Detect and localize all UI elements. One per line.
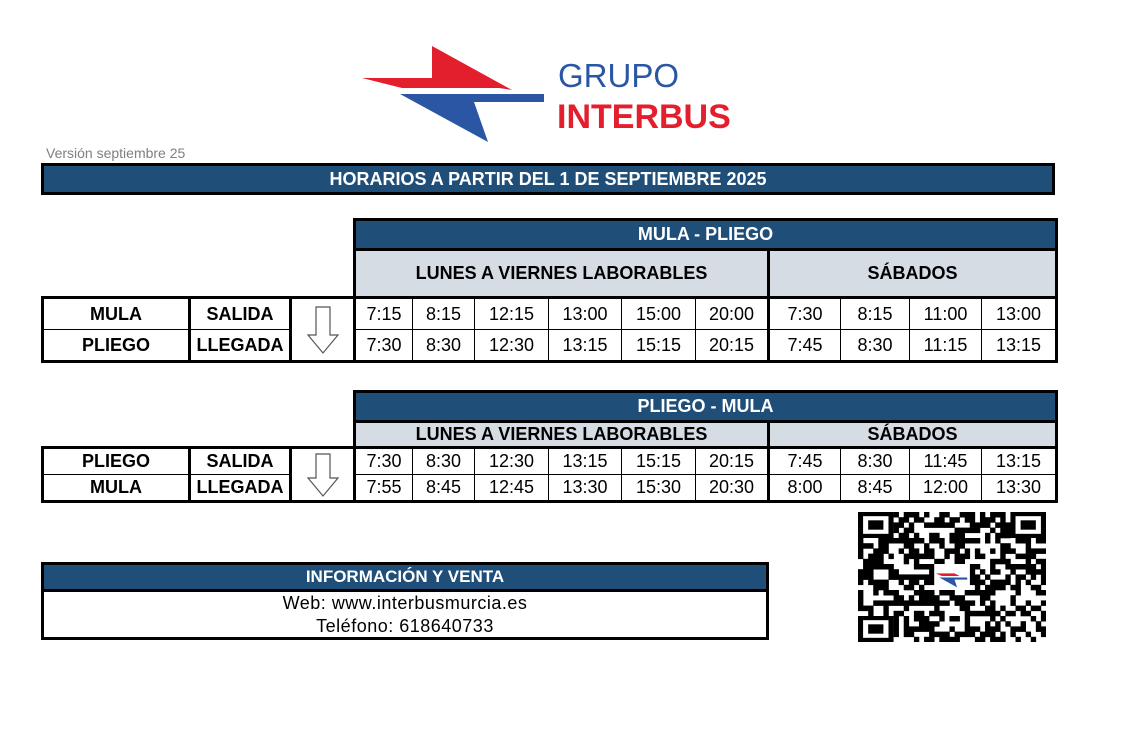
route-title: PLIEGO - MULA [355, 392, 1057, 422]
departure-time: 13:00 [982, 298, 1057, 330]
departure-time: 8:15 [413, 298, 475, 330]
arrival-time: 8:00 [769, 475, 841, 502]
departure-time: 11:45 [910, 448, 982, 475]
weekday-header: LUNES A VIERNES LABORABLES [355, 422, 769, 448]
departure-label: SALIDA [190, 298, 291, 330]
main-title: HORARIOS A PARTIR DEL 1 DE SEPTIEMBRE 2025 [41, 163, 1055, 195]
departure-time: 7:45 [769, 448, 841, 475]
arrival-time: 7:55 [355, 475, 413, 502]
qr-code-icon [858, 512, 1046, 642]
departure-time: 8:15 [841, 298, 910, 330]
departure-time: 13:15 [549, 448, 622, 475]
origin-stop: PLIEGO [43, 448, 190, 475]
route-title: MULA - PLIEGO [355, 220, 1057, 250]
arrival-time: 15:15 [622, 330, 696, 362]
departure-time: 13:15 [982, 448, 1057, 475]
timetable-pliego-mula [41, 390, 1058, 503]
departure-label: SALIDA [190, 448, 291, 475]
departure-time: 20:15 [696, 448, 769, 475]
logo-text-grupo: GRUPO [558, 57, 680, 94]
destination-stop: MULA [43, 475, 190, 502]
arrival-time: 13:15 [549, 330, 622, 362]
info-title: INFORMACIÓN Y VENTA [44, 565, 766, 592]
arrival-time: 12:00 [910, 475, 982, 502]
website-text: Web: www.interbusmurcia.es [282, 593, 528, 613]
arrival-time: 20:30 [696, 475, 769, 502]
arrival-time: 12:30 [475, 330, 549, 362]
departure-time: 13:00 [549, 298, 622, 330]
departure-time: 7:15 [355, 298, 413, 330]
arrival-time: 7:45 [769, 330, 841, 362]
arrival-label: LLEGADA [190, 330, 291, 362]
departure-time: 20:00 [696, 298, 769, 330]
arrival-time: 7:30 [355, 330, 413, 362]
arrival-time: 8:30 [841, 330, 910, 362]
phone-text: Teléfono: 618640733 [316, 616, 494, 636]
arrival-time: 8:45 [413, 475, 475, 502]
down-arrow-icon [291, 298, 355, 362]
timetable-mula-pliego [41, 218, 1058, 363]
interbus-logo-icon [362, 46, 552, 142]
departure-time: 7:30 [769, 298, 841, 330]
departure-time: 8:30 [413, 448, 475, 475]
saturday-header: SÁBADOS [769, 250, 1057, 298]
departure-time: 7:30 [355, 448, 413, 475]
departure-time: 12:15 [475, 298, 549, 330]
arrival-time: 13:15 [982, 330, 1057, 362]
weekday-header: LUNES A VIERNES LABORABLES [355, 250, 769, 298]
origin-stop: MULA [43, 298, 190, 330]
departure-time: 15:15 [622, 448, 696, 475]
departure-time: 12:30 [475, 448, 549, 475]
departure-time: 8:30 [841, 448, 910, 475]
logo-text-interbus: INTERBUS [557, 98, 731, 136]
down-arrow-icon [291, 448, 355, 502]
arrival-time: 13:30 [982, 475, 1057, 502]
arrival-time: 8:30 [413, 330, 475, 362]
version-label: Versión septiembre 25 [46, 145, 186, 161]
arrival-time: 13:30 [549, 475, 622, 502]
departure-time: 11:00 [910, 298, 982, 330]
arrival-time: 8:45 [841, 475, 910, 502]
arrival-time: 11:15 [910, 330, 982, 362]
departure-time: 15:00 [622, 298, 696, 330]
info-box [41, 562, 769, 640]
arrival-time: 15:30 [622, 475, 696, 502]
saturday-header: SÁBADOS [769, 422, 1057, 448]
arrival-time: 20:15 [696, 330, 769, 362]
destination-stop: PLIEGO [43, 330, 190, 362]
arrival-label: LLEGADA [190, 475, 291, 502]
arrival-time: 12:45 [475, 475, 549, 502]
